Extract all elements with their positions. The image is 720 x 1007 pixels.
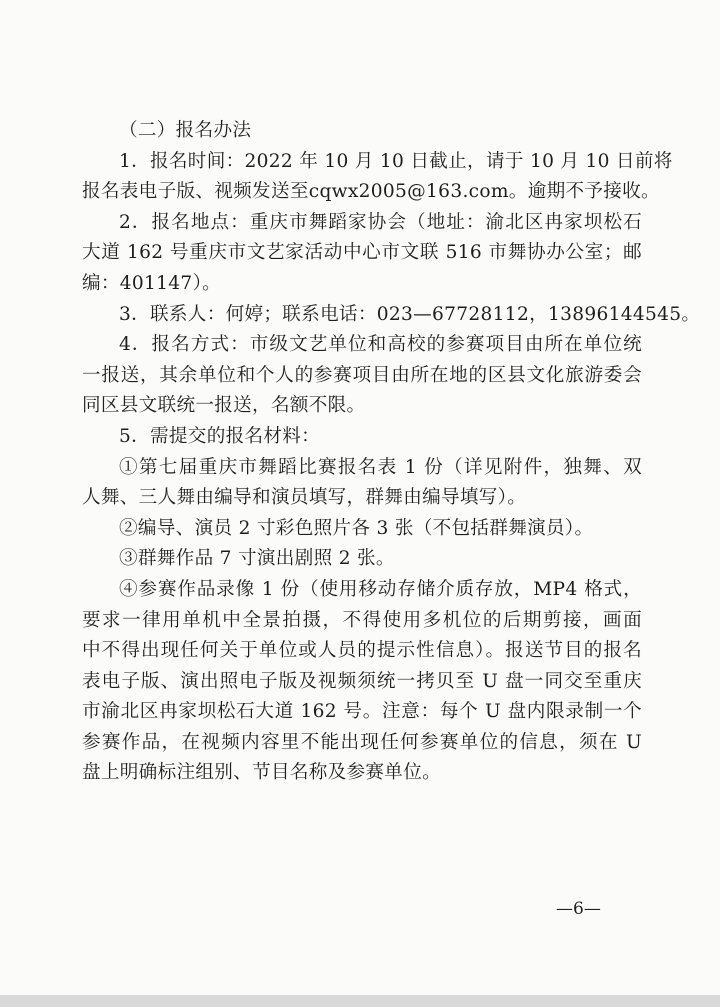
text-line: （二）报名办法 [119,120,252,141]
text-line: 一报送，其余单位和个人的参赛项目由所在地的区县文化旅游委会 [82,364,642,386]
text-line: 4．报名方式：市级文艺单位和高校的参赛项目由所在单位统 [119,334,642,356]
text-line: 同区县文联统一报送，名额不限。 [82,395,366,417]
page-bottom-edge [0,995,720,1007]
text-line: 2．报名地点：重庆市舞蹈家协会（地址：渝北区冉家坝松石 [119,211,642,233]
text-line: 表电子版、演出照电子版及视频须统一拷贝至 U 盘一同交至重庆 [82,670,642,692]
page-number: —6— [556,899,601,919]
text-line: 5．需提交的报名材料： [119,425,321,447]
text-line: 中不得出现任何关于单位或人员的提示性信息）。报送节目的报名 [82,640,642,662]
text-line: ②编导、演员 2 寸彩色照片各 3 张（不包括群舞演员）。 [119,517,594,539]
text-line: 大道 162 号重庆市文艺家活动中心市文联 516 市舞协办公室；邮 [82,242,642,264]
text-line: 要求一律用单机中全景拍摄，不得使用多机位的后期剪接，画面 [82,609,642,631]
text-line: 人舞、三人舞由编导和演员填写，群舞由编导填写）。 [82,487,527,509]
text-line: ④参赛作品录像 1 份（使用移动存储介质存放，MP4 格式， [119,578,642,600]
text-line: 1．报名时间：2022 年 10 月 10 日截止，请于 10 月 10 日前将 [119,150,673,172]
document-body [82,116,701,789]
text-line: 3．联系人：何婷；联系电话：023—67728112，13896144545。 [119,303,701,325]
text-line: ③群舞作品 7 寸演出剧照 2 张。 [119,548,395,570]
text-line: ①第七届重庆市舞蹈比赛报名表 1 份（详见附件，独舞、双 [119,456,642,478]
text-line: 报名表电子版、视频发送至cqwx2005@163.com。逾期不予接收。 [82,181,660,203]
text-line: 参赛作品，在视频内容里不能出现任何参赛单位的信息，须在 U [82,731,642,753]
text-line: 盘上明确标注组别、节目名称及参赛单位。 [82,762,441,784]
text-line: 编：401147）。 [82,272,222,294]
text-line: 市渝北区冉家坝松石大道 162 号。注意：每个 U 盘内限录制一个 [82,701,642,723]
